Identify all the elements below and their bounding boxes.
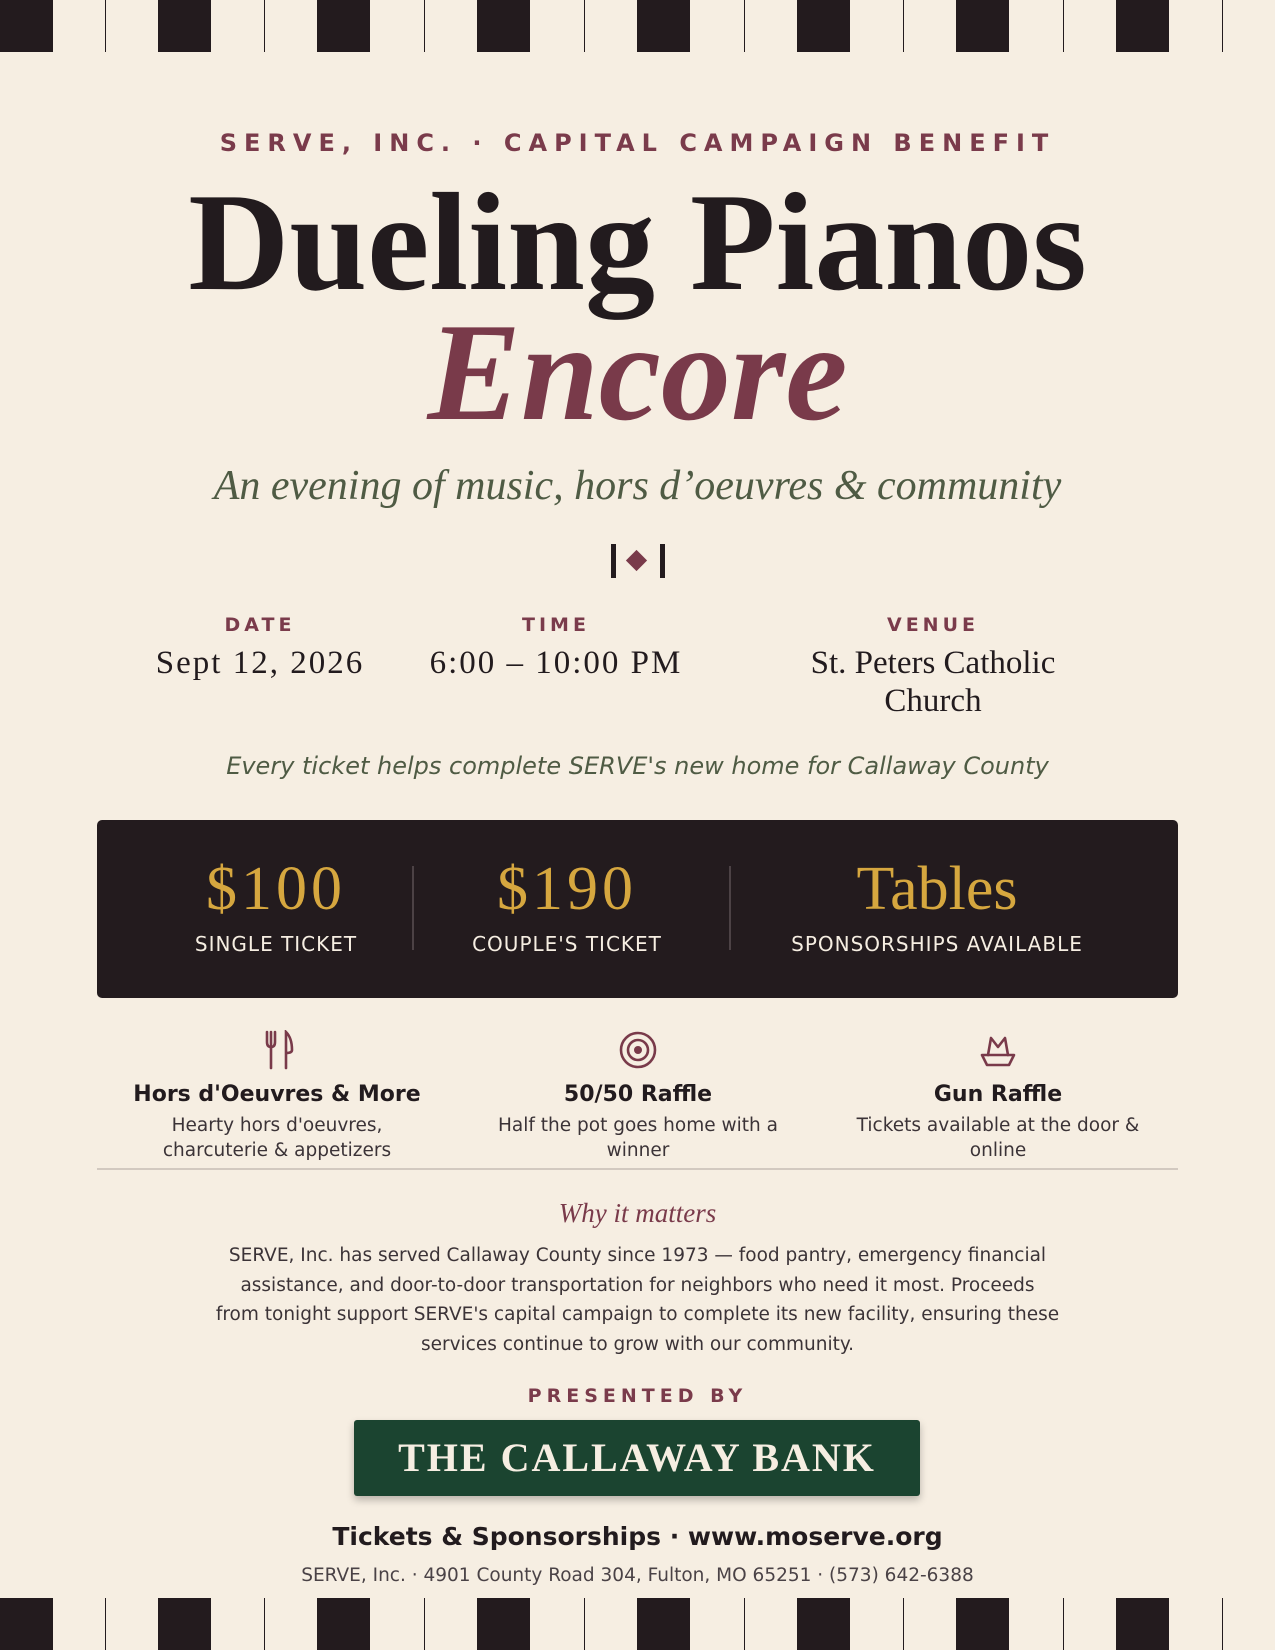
why-heading: Why it matters xyxy=(558,1198,717,1228)
feature-desc-line: Half the pot goes home with a xyxy=(498,1115,778,1136)
key-divider xyxy=(744,1598,745,1650)
event-subtitle: Encore xyxy=(427,295,848,450)
why-paragraph xyxy=(180,1241,1095,1359)
black-key xyxy=(637,0,690,52)
piano-keys-top xyxy=(0,0,1275,52)
black-key xyxy=(477,0,530,52)
time-label: TIME xyxy=(522,614,590,636)
feature-description xyxy=(97,1113,457,1163)
feature-desc-line: winner xyxy=(606,1140,670,1161)
key-divider xyxy=(584,1598,585,1650)
ticket-separator xyxy=(412,866,414,950)
key-divider xyxy=(105,0,106,52)
ticket-single xyxy=(127,820,425,998)
key-divider xyxy=(264,0,265,52)
ticket-price: $100 xyxy=(206,855,346,923)
ticket-couple xyxy=(427,820,707,998)
utensils-icon xyxy=(259,1030,295,1070)
time-value: 6:00 – 10:00 PM xyxy=(429,645,683,681)
black-key xyxy=(317,1598,370,1650)
why-line: assistance, and door-to-door transportation for neighbors who need it most. Proceeds xyxy=(240,1274,1035,1296)
ornament-divider xyxy=(0,544,1275,580)
piano-keys-bottom xyxy=(0,1598,1275,1650)
black-key xyxy=(477,1598,530,1650)
feature-description xyxy=(818,1113,1178,1163)
feature-title: Gun Raffle xyxy=(933,1082,1063,1107)
ticket-cta: Tickets & Sponsorships · www.moserve.org xyxy=(332,1522,943,1551)
ticket-tables xyxy=(737,820,1137,998)
feature-hors-doeuvres xyxy=(97,1030,457,1163)
black-key xyxy=(637,1598,690,1650)
sponsor-logo xyxy=(354,1420,920,1496)
event-eyebrow: SERVE, INC. · CAPITAL CAMPAIGN BENEFIT xyxy=(219,129,1056,157)
ticket-price: Tables xyxy=(856,855,1018,923)
black-key xyxy=(956,1598,1009,1650)
venue-block xyxy=(768,614,1098,720)
feature-5050-raffle xyxy=(458,1030,818,1163)
feature-desc-line: online xyxy=(969,1140,1027,1161)
key-divider xyxy=(105,1598,106,1650)
venue-value xyxy=(768,644,1098,720)
feature-desc-line: Tickets available at the door & xyxy=(856,1115,1140,1136)
black-key xyxy=(797,1598,850,1650)
target-icon xyxy=(618,1030,658,1070)
date-value: Sept 12, 2026 xyxy=(155,645,365,681)
black-key xyxy=(317,0,370,52)
ornament-bar xyxy=(660,544,665,578)
black-key xyxy=(0,1598,53,1650)
presented-by-label: PRESENTED BY xyxy=(527,1385,748,1407)
date-label: DATE xyxy=(224,614,296,636)
why-line: SERVE, Inc. has served Callaway County since 1973 — food pantry, emergency financial xyxy=(228,1245,1047,1266)
impact-line: Every ticket helps complete SERVE's new home for Callaway County xyxy=(226,752,1049,780)
ticket-separator xyxy=(729,866,731,950)
time-block xyxy=(406,614,706,682)
basket-icon xyxy=(978,1030,1018,1070)
key-divider xyxy=(424,0,425,52)
key-divider xyxy=(903,0,904,52)
feature-title: 50/50 Raffle xyxy=(563,1082,713,1107)
venue-line: St. Peters Catholic xyxy=(810,645,1056,681)
feature-desc-line: charcuterie & appetizers xyxy=(162,1140,392,1161)
key-divider xyxy=(744,0,745,52)
ticket-pricing-panel xyxy=(97,820,1178,998)
sponsor-name: THE CALLAWAY BANK xyxy=(398,1435,876,1480)
key-divider xyxy=(264,1598,265,1650)
feature-gun-raffle xyxy=(818,1030,1178,1163)
diamond-icon xyxy=(626,550,647,571)
ticket-label: COUPLE'S TICKET xyxy=(472,932,662,956)
ornament-bar xyxy=(611,544,616,578)
black-key xyxy=(158,1598,211,1650)
event-tagline: An evening of music, hors d’oeuvres & community xyxy=(213,463,1062,509)
contact-address: SERVE, Inc. · 4901 County Road 304, Fulton, MO 65251 · (573) 642-6388 xyxy=(301,1565,974,1586)
key-divider xyxy=(584,0,585,52)
key-divider xyxy=(1063,0,1064,52)
key-divider xyxy=(424,1598,425,1650)
ticket-label: SPONSORSHIPS AVAILABLE xyxy=(791,932,1083,956)
black-key xyxy=(797,0,850,52)
black-key xyxy=(0,0,53,52)
date-block xyxy=(140,614,380,682)
feature-title: Hors d'Oeuvres & More xyxy=(133,1082,421,1107)
venue-label: VENUE xyxy=(887,614,979,636)
why-line: services continue to grow with our community. xyxy=(420,1333,855,1355)
venue-line: Church xyxy=(884,683,982,719)
key-divider xyxy=(903,1598,904,1650)
key-divider xyxy=(1222,1598,1223,1650)
event-title: Dueling Pianos xyxy=(188,165,1087,320)
section-divider xyxy=(97,1168,1178,1170)
key-divider xyxy=(1063,1598,1064,1650)
ticket-price: $190 xyxy=(497,855,637,923)
feature-description xyxy=(458,1113,818,1163)
key-divider xyxy=(1222,0,1223,52)
black-key xyxy=(158,0,211,52)
black-key xyxy=(956,0,1009,52)
black-key xyxy=(1116,1598,1169,1650)
feature-desc-line: Hearty hors d'oeuvres, xyxy=(171,1115,383,1136)
black-key xyxy=(1116,0,1169,52)
ticket-label: SINGLE TICKET xyxy=(194,932,358,956)
why-line: from tonight support SERVE's capital campaign to complete its new facility, ensuring these xyxy=(215,1304,1060,1325)
